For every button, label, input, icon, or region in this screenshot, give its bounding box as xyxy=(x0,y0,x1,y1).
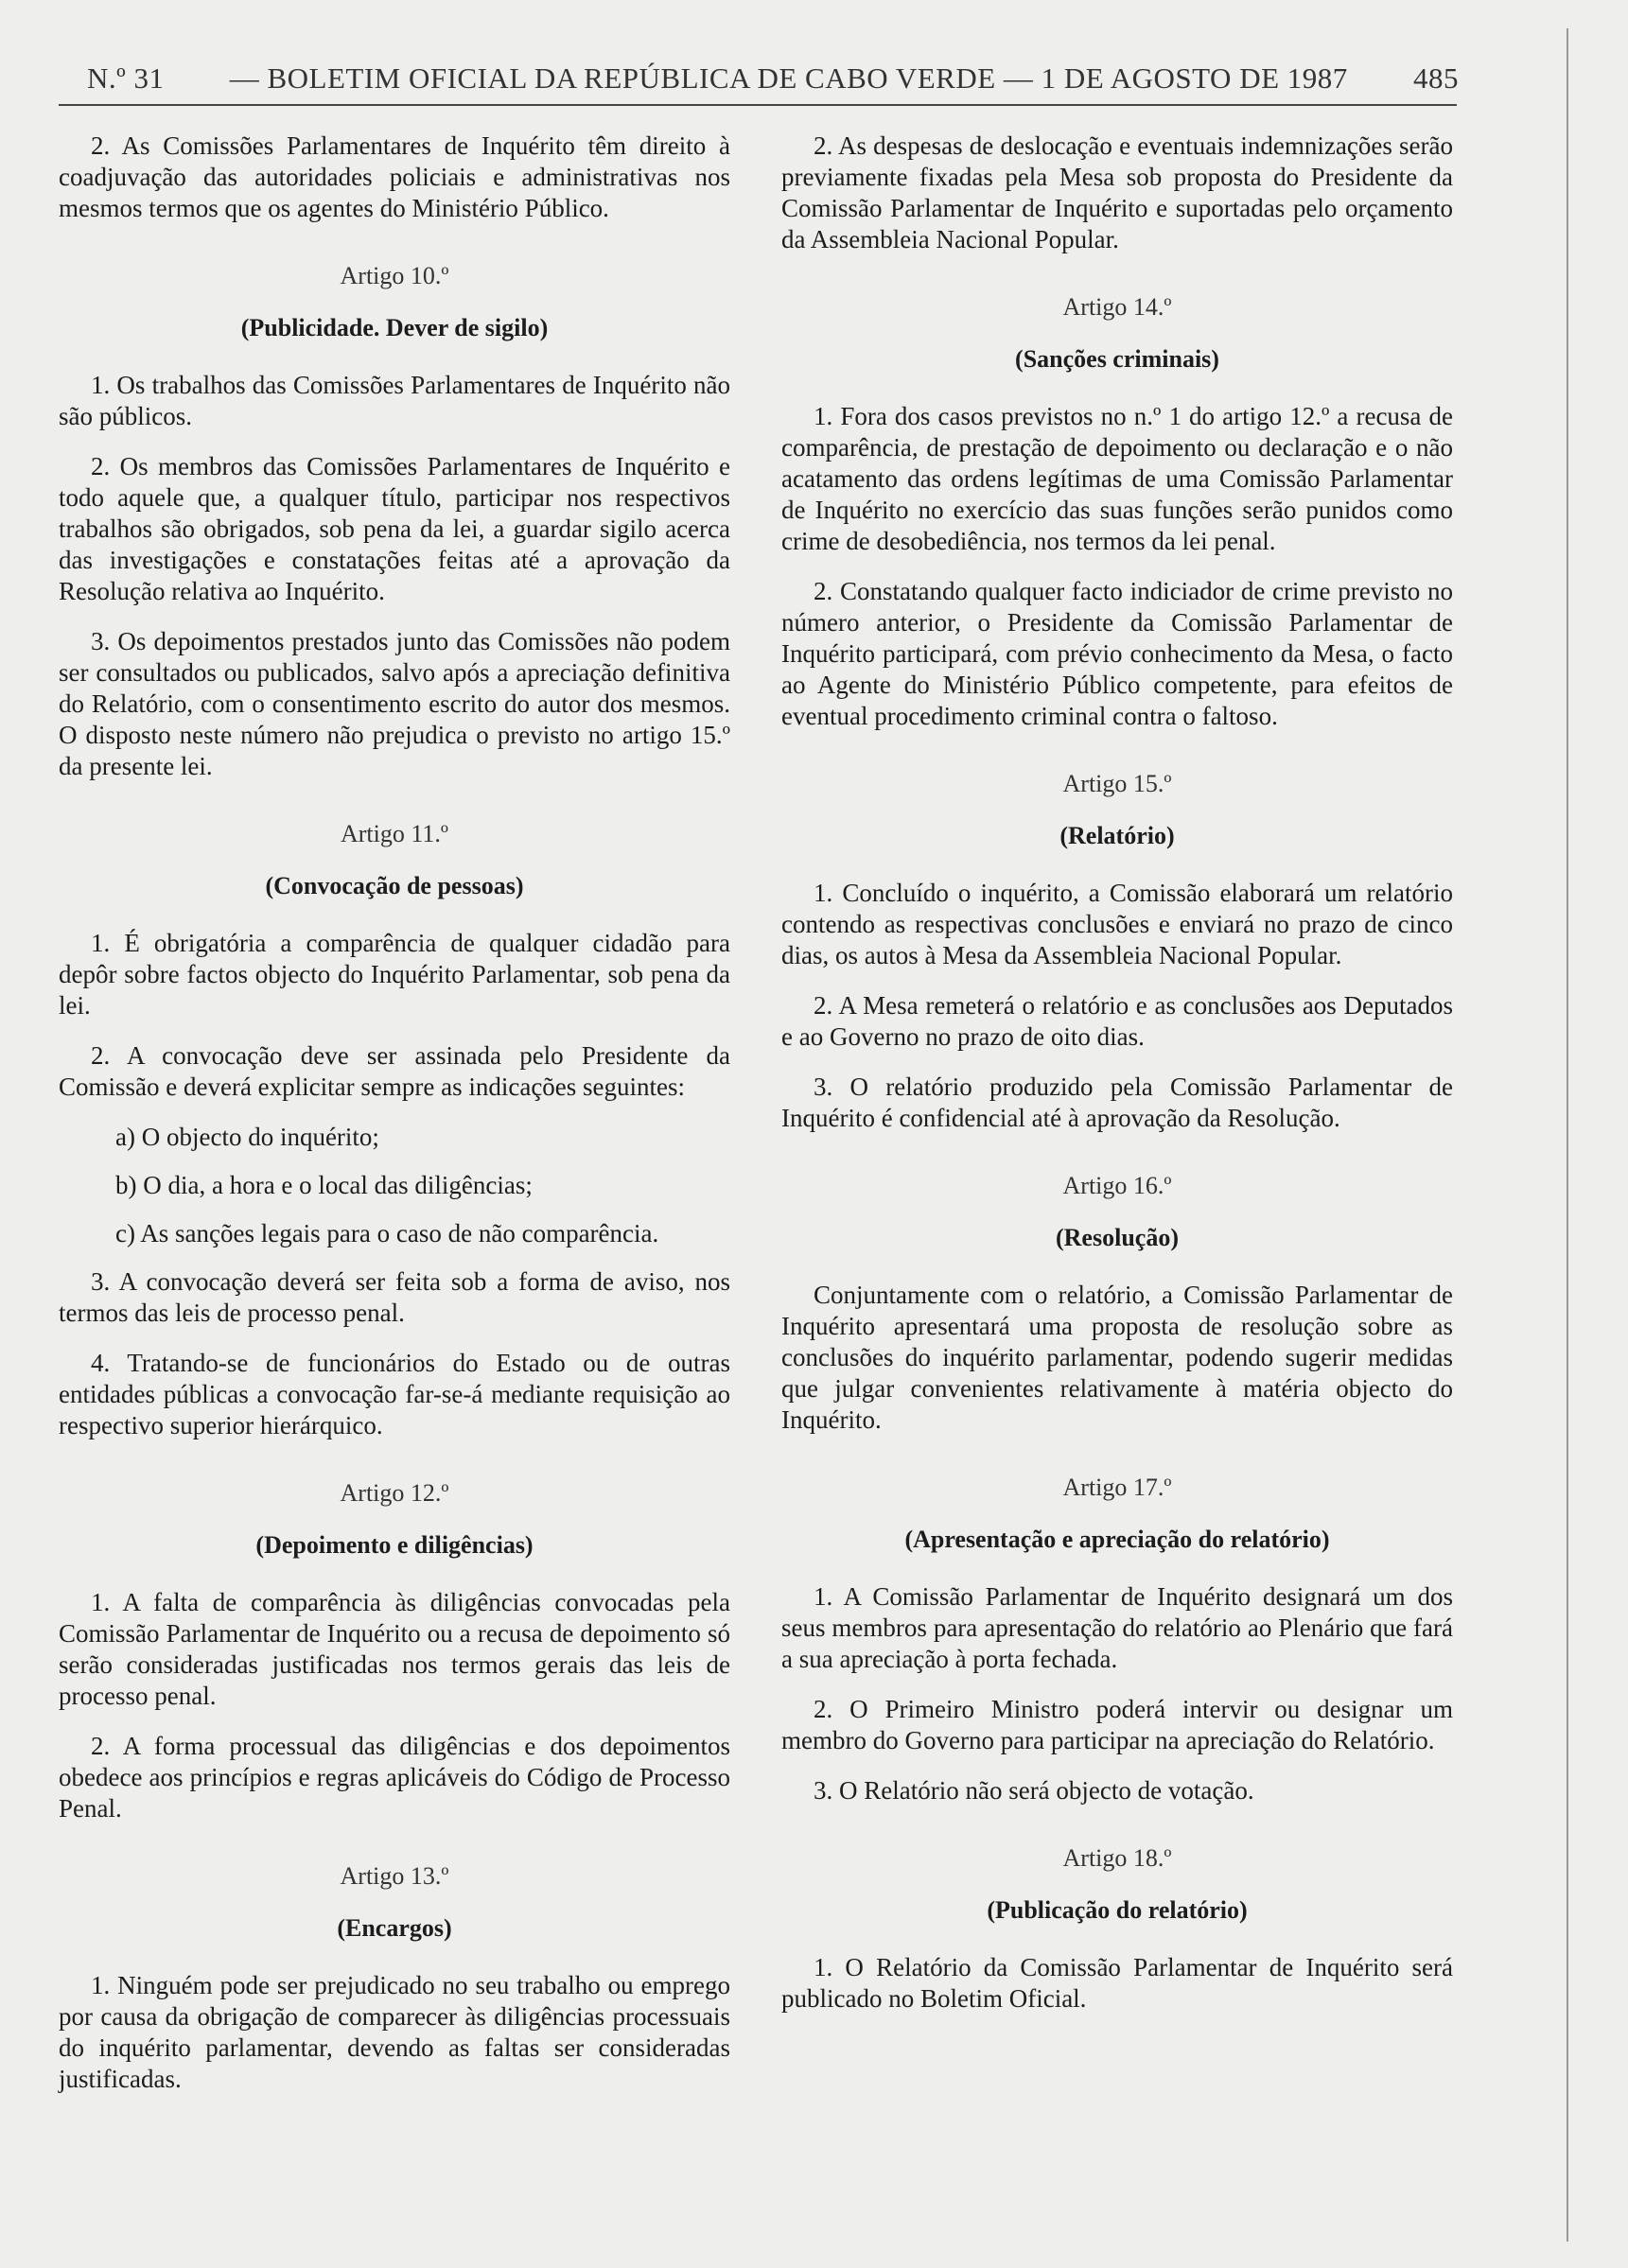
article-title: Artigo 16.º xyxy=(1062,1172,1172,1199)
article-title: Artigo 12.º xyxy=(340,1479,449,1507)
article-title: Artigo 13.º xyxy=(340,1862,449,1890)
paragraph: 3. A convocação deverá ser feita sob a forma de aviso, nos termos das leis de processo penal. xyxy=(59,1267,730,1327)
article-title: Artigo 17.º xyxy=(1062,1474,1172,1501)
paragraph: 3. O relatório produzido pela Comissão Parlamentar de Inquérito é confidencial até à aprovação da Resolução. xyxy=(781,1073,1453,1132)
right-column xyxy=(781,131,1453,2033)
article-title: Artigo 10.º xyxy=(340,262,449,289)
article-title: Artigo 18.º xyxy=(1062,1844,1172,1872)
paragraph: 1. Os trabalhos das Comissões Parlamentares de Inquérito não são públicos. xyxy=(59,371,730,430)
article-subtitle: (Relatório) xyxy=(1059,822,1175,849)
article-title: Artigo 15.º xyxy=(1062,770,1172,797)
list-item: b) O dia, a hora e o local das diligências; xyxy=(115,1171,533,1199)
article-subtitle: (Encargos) xyxy=(337,1914,452,1942)
issue-number: N.º 31 xyxy=(87,61,165,95)
page-header xyxy=(87,55,1459,102)
article-subtitle: (Resolução) xyxy=(1056,1224,1179,1251)
paragraph: 2. As Comissões Parlamentares de Inquérito têm direito à coadjuvação das autoridades policiais e administrativas nos mesmos termos que os agentes do Ministério Público. xyxy=(59,131,730,222)
list-item: a) O objecto do inquérito; xyxy=(115,1123,379,1151)
article-subtitle: (Apresentação e apreciação do relatório) xyxy=(904,1526,1330,1553)
paragraph: 3. Os depoimentos prestados junto das Comissões não podem ser consultados ou publicados, salvo após a apreciação definitiva do Relatório, com o consentimento escrito do autor dos mesmos. O disposto neste número não prejudica o previsto no artigo 15.º da presente lei. xyxy=(59,627,730,780)
article-subtitle: (Sanções criminais) xyxy=(1015,345,1219,373)
left-column xyxy=(59,131,730,2114)
paragraph: 1. A Comissão Parlamentar de Inquérito designará um dos seus membros para apresentação do relatório ao Plenário que fará a sua apreciação à porta fechada. xyxy=(781,1582,1453,1673)
paragraph: 1. A falta de comparência às diligências convocadas pela Comissão Parlamentar de Inquérito ou a recusa de depoimento só serão consideradas justificadas nos termos gerais das leis de processo penal. xyxy=(59,1588,730,1710)
list-item: c) As sanções legais para o caso de não comparência. xyxy=(115,1219,659,1247)
paragraph: 1. Concluído o inquérito, a Comissão elaborará um relatório contendo as respectivas conclusões e enviará no prazo de cinco dias, os autos à Mesa da Assembleia Nacional Popular. xyxy=(781,879,1453,969)
paragraph: 2. As despesas de deslocação e eventuais indemnizações serão previamente fixadas pela Mesa sob proposta do Presidente da Comissão Parlamentar de Inquérito e suportadas pelo orçamento da Assembleia Nacional Popular. xyxy=(781,131,1453,253)
paragraph: 1. Fora dos casos previstos no n.º 1 do artigo 12.º a recusa de comparência, de prestação de depoimento ou declaração e o não acatamento das ordens legítimas de uma Comissão Parlamentar de Inquérito no exercício das suas funções serão punidos como crime de desobediência, nos termos da lei penal. xyxy=(781,402,1453,555)
paragraph: 4. Tratando-se de funcionários do Estado ou de outras entidades públicas a convocação far-se-á mediante requisição ao respectivo superior hierárquico. xyxy=(59,1349,730,1439)
paragraph: 3. O Relatório não será objecto de votação. xyxy=(814,1776,1254,1805)
paragraph: 1. É obrigatória a comparência de qualquer cidadão para depôr sobre factos objecto do Inquérito Parlamentar, sob pena da lei. xyxy=(59,929,730,1020)
paragraph: 2. O Primeiro Ministro poderá intervir ou designar um membro do Governo para participar na apreciação do Relatório. xyxy=(781,1695,1453,1754)
paragraph: 2. A convocação deve ser assinada pelo Presidente da Comissão e deverá explicitar sempre as indicações seguintes: xyxy=(59,1041,730,1101)
page-number: 485 xyxy=(1412,61,1459,95)
article-subtitle: (Publicidade. Dever de sigilo) xyxy=(240,314,549,341)
paragraph: 2. A Mesa remeterá o relatório e as conclusões aos Deputados e ao Governo no prazo de oito dias. xyxy=(781,991,1453,1051)
paragraph: 1. O Relatório da Comissão Parlamentar de Inquérito será publicado no Boletim Oficial. xyxy=(781,1953,1453,2013)
article-title: Artigo 11.º xyxy=(341,820,448,847)
article-subtitle: (Publicação do relatório) xyxy=(987,1896,1248,1924)
publication-title: — BOLETIM OFICIAL DA REPÚBLICA DE CABO VERDE — 1 DE AGOSTO DE 1987 xyxy=(229,61,1348,95)
article-title: Artigo 14.º xyxy=(1062,293,1172,321)
paragraph: 1. Ninguém pode ser prejudicado no seu trabalho ou emprego por causa da obrigação de comparecer às diligências processuais do inquérito parlamentar, devendo as faltas ser consideradas justificadas. xyxy=(59,1971,730,2093)
paragraph: 2. Os membros das Comissões Parlamentares de Inquérito e todo aquele que, a qualquer título, participar nos respectivos trabalhos são obrigados, sob pena da lei, a guardar sigilo acerca das investigações e constatações feitas até a aprovação da Resolução relativa ao Inquérito. xyxy=(59,452,730,605)
paragraph: 2. Constatando qualquer facto indiciador de crime previsto no número anterior, o Presidente da Comissão Parlamentar de Inquérito participará, com prévio conhecimento da Mesa, o facto ao Agente do Ministério Público competente, para efeitos de eventual procedimento criminal contra o faltoso. xyxy=(781,577,1453,730)
article-subtitle: (Convocação de pessoas) xyxy=(265,872,524,899)
paragraph: 2. A forma processual das diligências e dos depoimentos obedece aos princípios e regras aplicáveis do Código de Processo Penal. xyxy=(59,1732,730,1823)
article-subtitle: (Depoimento e diligências) xyxy=(255,1531,534,1559)
header-rule xyxy=(59,104,1457,106)
paragraph: Conjuntamente com o relatório, a Comissão Parlamentar de Inquérito apresentará uma proposta de resolução sobre as conclusões do inquérito parlamentar, podendo sugerir medidas que julgar convenientes relativamente à matéria objecto do Inquérito. xyxy=(781,1281,1453,1434)
